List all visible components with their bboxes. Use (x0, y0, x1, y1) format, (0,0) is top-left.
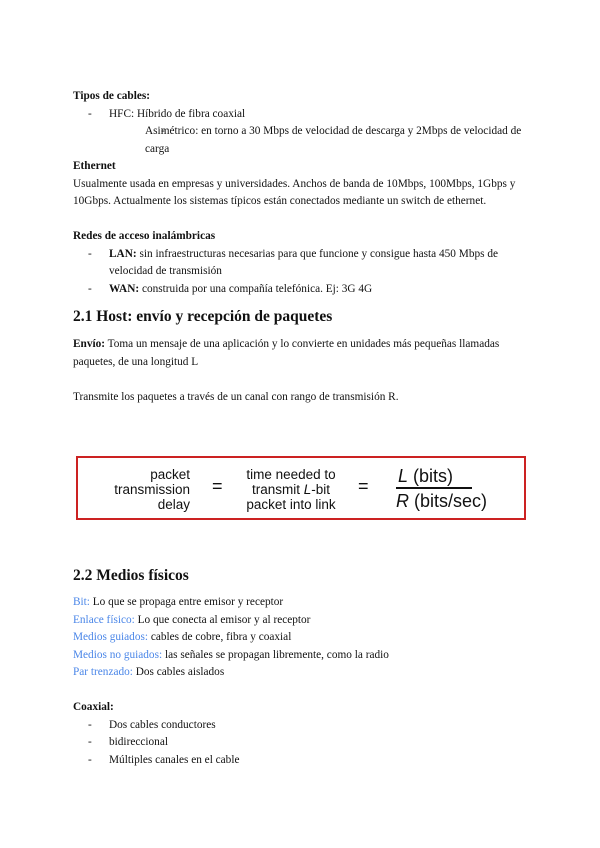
formula-mid-text: -bit (311, 482, 331, 497)
lan-text: sin infraestructuras necesarias para que funcione y consigue hasta 450 Mbps de velocidad de transmisión (109, 247, 499, 277)
envio-paragraph (73, 336, 533, 371)
formula-left-line: packet (150, 467, 190, 482)
coaxial-heading: Coaxial: (73, 701, 114, 713)
term-label: Medios guiados: (73, 631, 148, 643)
list-item: - Múltiples canales en el cable (73, 752, 533, 770)
section-21-title: 2.1 Host: envío y recepción de paquetes (73, 308, 333, 325)
list-item: - bidireccional (73, 734, 533, 752)
list-item (73, 664, 533, 682)
equals-sign: = (212, 476, 223, 496)
term-text: las señales se propagan libremente, como la radio (162, 648, 389, 661)
list-item (109, 123, 533, 158)
ethernet-heading: Ethernet (73, 160, 116, 172)
tipos-list (73, 106, 533, 159)
denominator-unit: (bits/sec) (409, 491, 488, 511)
section-22-title: 2.2 Medios físicos (73, 567, 189, 584)
list-item (73, 629, 533, 647)
formula-left-line: transmission (114, 482, 190, 497)
lan-label: LAN: (109, 247, 137, 260)
formula-middle (236, 467, 346, 512)
fraction-denominator (396, 491, 492, 511)
tipos-heading: Tipos de cables: (73, 90, 150, 102)
fraction-bar (396, 487, 472, 489)
formula-left (114, 467, 190, 512)
formula-mid-line (236, 482, 346, 497)
numerator-var: L (398, 466, 409, 486)
medios-list (73, 594, 533, 682)
denominator-var: R (396, 491, 409, 511)
equals-sign: = (358, 476, 369, 496)
hfc-sublist (109, 123, 533, 158)
list-item (73, 612, 533, 630)
list-item (73, 594, 533, 612)
transmite-text: Transmite los paquetes a través de un canal con rango de transmisión R. (73, 390, 399, 403)
term-label: Enlace físico: (73, 613, 135, 626)
coaxial-list (73, 717, 533, 770)
list-item (73, 647, 533, 665)
wireless-list (73, 246, 533, 299)
term-text: Lo que se propaga entre emisor y receptor (89, 596, 284, 608)
formula-mid-text: transmit (251, 482, 304, 497)
list-item (73, 106, 533, 159)
formula-mid-var: L (303, 482, 312, 497)
hfc-text: HFC: Híbrido de fibra coaxial (109, 107, 246, 120)
formula-mid-line: packet into link (246, 497, 336, 512)
wireless-heading: Redes de acceso inalámbricas (73, 230, 216, 242)
transmission-delay-formula (76, 456, 526, 520)
term-text: cables de cobre, fibra y coaxial (148, 631, 292, 643)
formula-left-line: delay (157, 497, 190, 512)
term-text: Dos cables aislados (132, 666, 225, 678)
ethernet-text: Usualmente usada en empresas y universidades. Anchos de banda de 10Mbps, 100Mbps, 1Gbps y 10Gbps. Actualmente los sistemas típicos están conectados mediante un switch de ethernet. (73, 177, 516, 207)
list-item (73, 246, 533, 281)
formula-fraction (396, 466, 492, 511)
asym-text: Asimétrico: en torno a 30 Mbps de velocidad de descarga y 2Mbps de velocidad de carga (145, 125, 522, 155)
list-item: - Dos cables conductores (73, 717, 533, 735)
term-label: Medios no guiados: (73, 648, 163, 661)
numerator-unit: (bits) (408, 466, 454, 486)
fraction-numerator (396, 466, 492, 486)
document-body (73, 88, 533, 406)
envio-label: Envío: (73, 338, 106, 350)
term-label: Par trenzado: (73, 666, 133, 678)
section-22 (73, 566, 533, 769)
list-item (73, 281, 533, 299)
wan-text: construida por una compañía telefónica. Ej: 3G 4G (139, 282, 373, 295)
envio-text: Toma un mensaje de una aplicación y lo convierte en unidades más pequeñas llamadas paquetes, de una longitud L (73, 338, 500, 368)
formula-mid-line: time needed to (246, 467, 336, 482)
term-text: Lo que conecta al emisor y al receptor (134, 613, 311, 626)
term-label: Bit: (73, 596, 90, 608)
wan-label: WAN: (109, 282, 140, 295)
